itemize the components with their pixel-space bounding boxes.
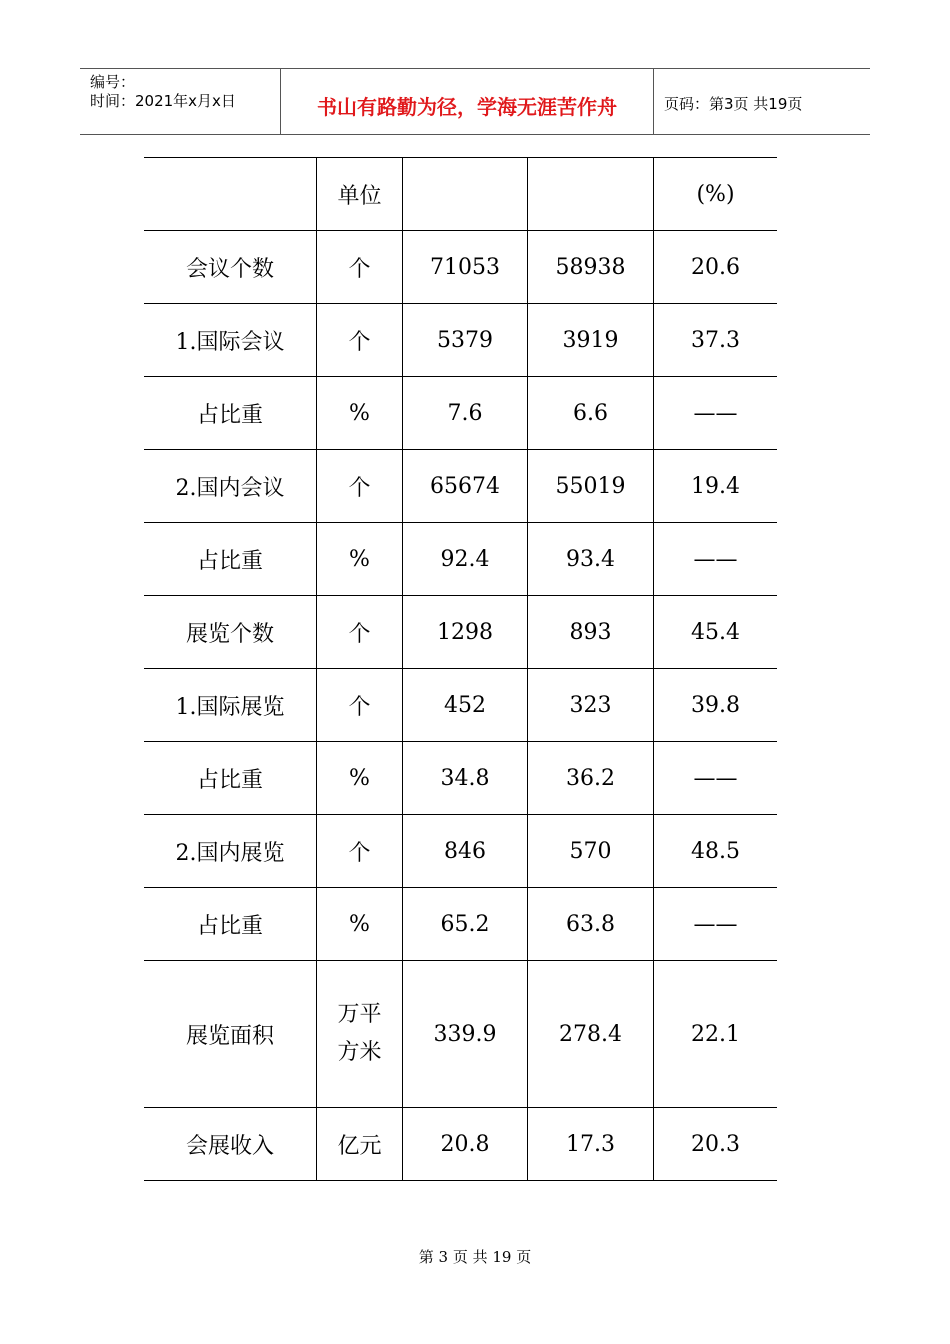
- row-label: 会议个数: [144, 231, 317, 304]
- row-value-2: 55019: [528, 450, 654, 523]
- row-unit: 个: [317, 815, 403, 888]
- page-header: [80, 68, 870, 135]
- row-unit: %: [317, 377, 403, 450]
- row-value-1: 846: [403, 815, 528, 888]
- row-label: 占比重: [144, 523, 317, 596]
- row-value-2: 893: [528, 596, 654, 669]
- row-value-1: 92.4: [403, 523, 528, 596]
- table-row: [144, 523, 777, 596]
- statistics-table: [144, 157, 777, 1181]
- row-value-1: 5379: [403, 304, 528, 377]
- time-label: 时间：2021年x月x日: [90, 92, 236, 110]
- header-page-info: [654, 69, 870, 134]
- table-row: [144, 450, 777, 523]
- row-value-2: 63.8: [528, 888, 654, 961]
- row-unit: 个: [317, 596, 403, 669]
- row-unit: 亿元: [317, 1108, 403, 1181]
- row-value-2: 323: [528, 669, 654, 742]
- unit-line-2: 方米: [337, 1040, 382, 1065]
- row-unit: %: [317, 888, 403, 961]
- row-unit: 个: [317, 669, 403, 742]
- row-label: 展览面积: [144, 961, 317, 1108]
- row-growth: ——: [654, 888, 778, 961]
- row-value-2: 6.6: [528, 377, 654, 450]
- row-label: 占比重: [144, 888, 317, 961]
- header-motto: [281, 69, 654, 134]
- row-growth: ——: [654, 742, 778, 815]
- row-growth: 48.5: [654, 815, 778, 888]
- row-label: 1.国际会议: [144, 304, 317, 377]
- row-unit: [317, 961, 403, 1108]
- header-cell: [528, 158, 654, 231]
- motto-text: 书山有路勤为径，学海无涯苦作舟: [317, 95, 617, 119]
- row-growth: 19.4: [654, 450, 778, 523]
- row-label: 2.国内会议: [144, 450, 317, 523]
- row-growth: ——: [654, 377, 778, 450]
- row-value-1: 65.2: [403, 888, 528, 961]
- row-value-1: 7.6: [403, 377, 528, 450]
- row-value-1: 65674: [403, 450, 528, 523]
- table-row-area: [144, 961, 777, 1108]
- table-row: [144, 596, 777, 669]
- row-value-1: 20.8: [403, 1108, 528, 1181]
- row-value-1: 71053: [403, 231, 528, 304]
- row-value-2: 17.3: [528, 1108, 654, 1181]
- table-row: [144, 304, 777, 377]
- unit-line-1: 万平: [337, 1002, 382, 1027]
- row-value-2: 36.2: [528, 742, 654, 815]
- row-growth: ——: [654, 523, 778, 596]
- row-label: 2.国内展览: [144, 815, 317, 888]
- table-row: [144, 231, 777, 304]
- table-row: [144, 377, 777, 450]
- row-unit: %: [317, 742, 403, 815]
- row-growth: 39.8: [654, 669, 778, 742]
- row-value-1: 339.9: [403, 961, 528, 1108]
- row-growth: 20.3: [654, 1108, 778, 1181]
- row-label: 占比重: [144, 377, 317, 450]
- row-label: 占比重: [144, 742, 317, 815]
- table-row: [144, 888, 777, 961]
- table-row: [144, 815, 777, 888]
- table-row: [144, 1108, 777, 1181]
- page-number-label: 页码：第3页 共19页: [664, 95, 803, 113]
- row-label: 1.国际展览: [144, 669, 317, 742]
- table-header-row: [144, 158, 777, 231]
- row-unit: 个: [317, 450, 403, 523]
- row-value-2: 278.4: [528, 961, 654, 1108]
- table-row: [144, 669, 777, 742]
- page-footer: 第 3 页 共 19 页: [418, 1248, 532, 1266]
- header-cell-unit: 单位: [317, 158, 403, 231]
- row-value-1: 34.8: [403, 742, 528, 815]
- header-cell: [144, 158, 317, 231]
- row-label: 会展收入: [144, 1108, 317, 1181]
- row-value-2: 3919: [528, 304, 654, 377]
- serial-label: 编号：: [90, 73, 136, 91]
- header-meta: [80, 69, 281, 134]
- header-cell-growth: (%): [654, 158, 778, 231]
- row-value-2: 58938: [528, 231, 654, 304]
- row-unit: 个: [317, 231, 403, 304]
- row-value-1: 452: [403, 669, 528, 742]
- header-cell: [403, 158, 528, 231]
- row-label: 展览个数: [144, 596, 317, 669]
- row-growth: 22.1: [654, 961, 778, 1108]
- row-value-1: 1298: [403, 596, 528, 669]
- row-unit: %: [317, 523, 403, 596]
- row-growth: 45.4: [654, 596, 778, 669]
- row-unit: 个: [317, 304, 403, 377]
- table-row: [144, 742, 777, 815]
- row-value-2: 570: [528, 815, 654, 888]
- row-growth: 20.6: [654, 231, 778, 304]
- row-growth: 37.3: [654, 304, 778, 377]
- row-value-2: 93.4: [528, 523, 654, 596]
